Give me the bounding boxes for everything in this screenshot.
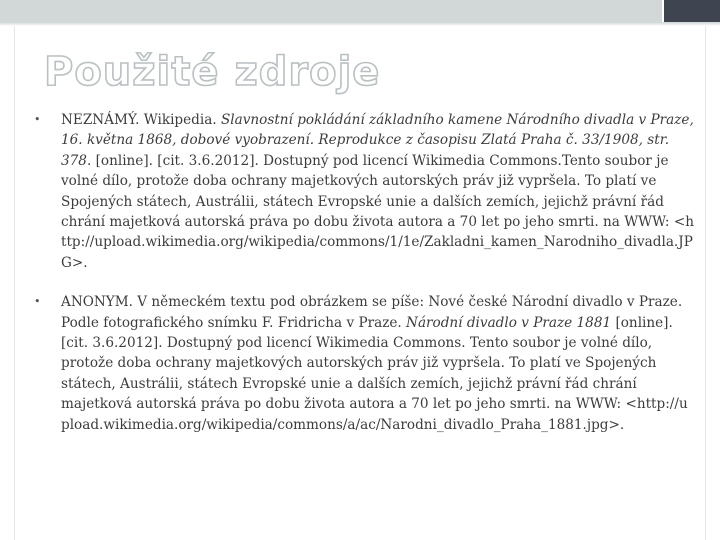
reference-list [34,110,694,435]
header-bar-light [0,0,662,22]
header-bar-dark [664,0,720,22]
bullet: • [34,113,41,126]
bullet: • [34,295,41,309]
reference-author: ANONYM. V německém textu pod obrázkem se píše: Nové české Národní divadlo v Praze. Podle fotografického snímku F. Fridricha v Praze. [61,294,683,331]
reference-item [34,292,694,435]
frame-line-left [14,26,15,540]
header-shadow [0,22,720,26]
reference-url[interactable]: <http://upload.wikimedia.org/wikipedia/commons/1/1e/Zakladni_kamen_Narodniho_divadla.JPG>. [61,214,694,271]
reference-item [34,110,694,273]
header-bar [0,0,720,22]
reference-details: [online]. [cit. 3.6.2012]. Dostupný pod licencí Wikimedia Commons.Tento soubor je volné dílo, protože doba ochrany majetkových autorských práv již vypršela. To platí ve Spojených státech, Austrálii, státech Evropské unie a dalších zemích, jejichž právní řád chrání majetková autorská práva po dobu života autora a 70 let po jeho smrti. na WWW: [61,152,674,231]
reference-title: Slavnostní pokládání základního kamene Národního divadla v Praze, 16. května 1868, dobové vyobrazení. Reprodukce z časopisu Zlatá Praha č. 33/1908, str. 378. [61,112,694,169]
reference-details: [online]. [cit. 3.6.2012]. Dostupný pod licencí Wikimedia Commons. Tento soubor je volné dílo, protože doba ochrany majetkových autorských práv již vypršela. To platí ve Spojených státech, Austrálii, státech Evropské unie a dalších zemích, jejichž právní řád chrání majetková autorská práva po dobu života autora a 70 let po jeho smrti. na WWW: [61,314,673,413]
reference-author: NEZNÁMÝ. Wikipedia. [61,112,221,128]
reference-url[interactable]: <http://upload.wikimedia.org/wikipedia/commons/a/ac/Narodni_divadlo_Praha_1881.jpg>. [61,396,688,433]
reference-title: Národní divadlo v Praze 1881 [406,314,612,331]
frame-line-right [705,26,706,540]
slide-title: Použité zdroje [44,49,381,95]
